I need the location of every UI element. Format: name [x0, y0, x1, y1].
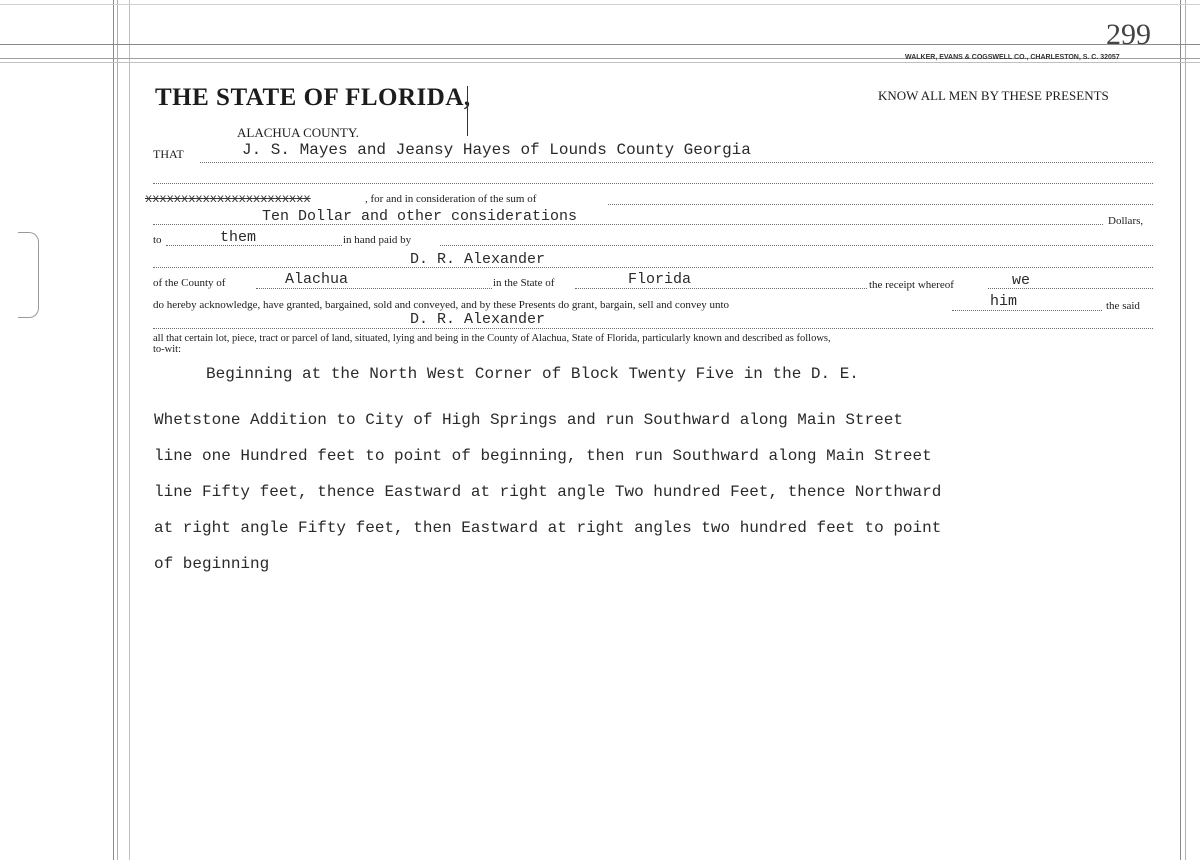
- paid-by-label: in hand paid by: [343, 234, 412, 246]
- description-line-5: at right angle Fifty feet, then Eastward at right angles two hundred feet to point: [154, 519, 942, 537]
- county-value: Alachua: [285, 271, 349, 288]
- top-rule: [0, 44, 1200, 45]
- state-title: THE STATE OF FLORIDA,: [155, 84, 471, 111]
- know-all-men: KNOW ALL MEN BY THESE PRESENTS: [878, 88, 1109, 103]
- consideration-label: , for and in consideration of the sum of: [365, 193, 537, 205]
- county-of-line: [256, 288, 492, 289]
- right-border-line-inner: [1185, 0, 1186, 860]
- left-border-line-3: [129, 0, 130, 860]
- brace-mark: [467, 86, 471, 136]
- grantee-value: D. R. Alexander: [410, 311, 546, 328]
- receipt-value: we: [1012, 272, 1031, 289]
- top-rule-3: [0, 62, 1200, 63]
- description-line-4: line Fifty feet, thence Eastward at right angle Two hundred Feet, thence Northward: [154, 483, 942, 501]
- state-of-line: [575, 288, 867, 289]
- acknowledge-text: do hereby acknowledge, have granted, bargained, sold and conveyed, and by these Presents do grant, bargain, sell and convey unto: [153, 299, 730, 311]
- page-number: 299: [1106, 18, 1151, 51]
- county-of-label: of the County of: [153, 277, 226, 289]
- sum-value: Ten Dollar and other considerations: [262, 208, 578, 225]
- binder-hole-mark: [18, 232, 39, 318]
- to-label: to: [153, 234, 162, 246]
- grantors-value: J. S. Mayes and Jeansy Hayes of Lounds County Georgia: [242, 141, 751, 159]
- description-line-2: Whetstone Addition to City of High Springs and run Southward along Main Street: [154, 411, 903, 429]
- struck-text: xxxxxxxxxxxxxxxxxxxxxxx: [145, 192, 311, 206]
- paid-by-line: [440, 245, 1153, 246]
- county-label: ALACHUA COUNTY.: [237, 125, 359, 140]
- unto-line: [952, 310, 1102, 311]
- receipt-label: the receipt whereof: [869, 279, 954, 291]
- dollars-label: Dollars,: [1108, 215, 1144, 227]
- land-text-line-2: to-wit:: [153, 344, 181, 355]
- description-line-6: of beginning: [154, 555, 270, 573]
- payer-line: [153, 267, 1153, 268]
- right-border-line-outer: [1180, 0, 1181, 860]
- description-line-1: Beginning at the North West Corner of Block Twenty Five in the D. E.: [206, 365, 859, 383]
- that-label: THAT: [153, 147, 184, 161]
- that-line: [200, 162, 1153, 163]
- left-border-line-inner: [117, 0, 118, 860]
- consideration-line: [608, 204, 1153, 205]
- top-edge: [0, 4, 1200, 5]
- state-value: Florida: [628, 271, 692, 288]
- description-line-3: line one Hundred feet to point of beginning, then run Southward along Main Street: [154, 447, 932, 465]
- unto-value: him: [990, 293, 1018, 310]
- to-value: them: [220, 229, 257, 246]
- grantee-line: [153, 328, 1153, 329]
- state-of-label: in the State of: [493, 277, 555, 289]
- payer-value: D. R. Alexander: [410, 251, 546, 268]
- left-border-line-outer: [113, 0, 114, 860]
- blank-line-1: [153, 183, 1153, 184]
- the-said-label: the said: [1106, 300, 1140, 312]
- land-text-line-1: all that certain lot, piece, tract or parcel of land, situated, lying and being in the County of Alachua, State of Florida, particularly known and described as follows,: [153, 333, 831, 344]
- printer-credit: WALKER, EVANS & COGSWELL CO., CHARLESTON, S. C. 32057: [905, 54, 1120, 61]
